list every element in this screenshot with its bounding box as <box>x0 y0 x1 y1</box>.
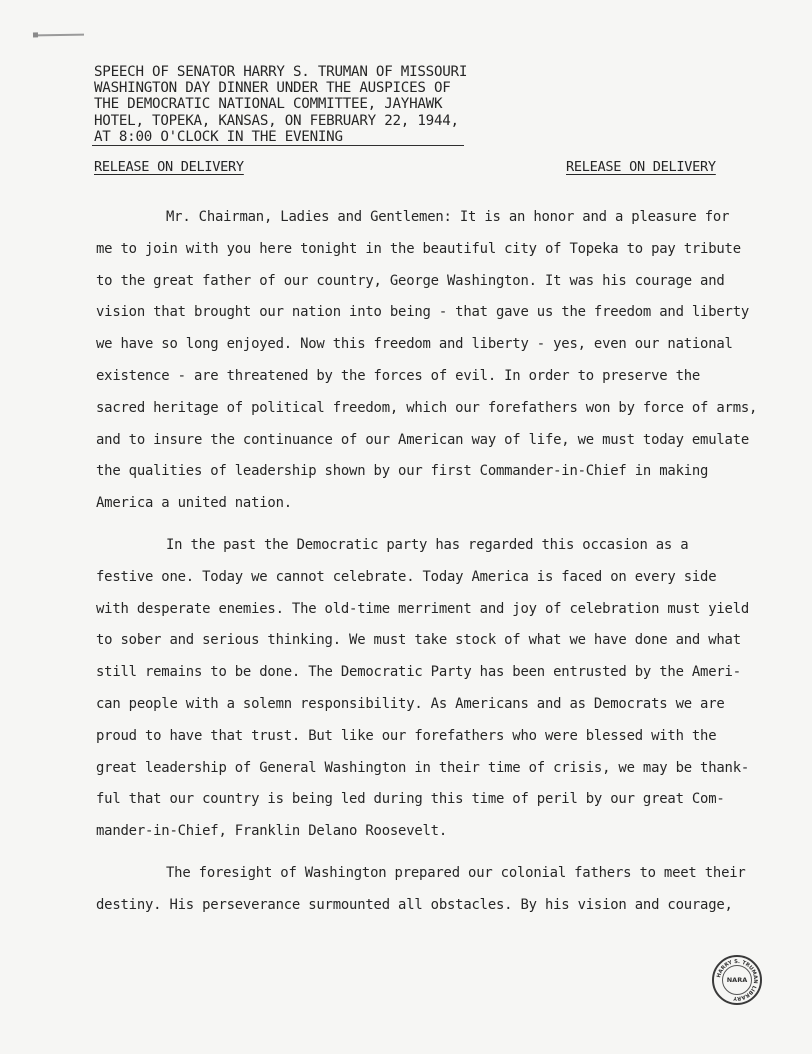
text-line: vision that brought our nation into being - that gave us the freedom and liberty <box>96 304 750 321</box>
corner-pencil-mark <box>36 34 84 37</box>
text-line: with desperate enemies. The old-time merriment and joy of celebration must yield <box>96 600 750 617</box>
text-line: me to join with you here tonight in the beautiful city of Topeka to pay tribute <box>96 240 741 257</box>
text-line: to the great father of our country, George Washington. It was his courage and <box>96 272 725 289</box>
heading-line: THE DEMOCRATIC NATIONAL COMMITTEE, JAYHAWK <box>94 96 443 113</box>
stamp-center <box>722 965 752 995</box>
release-on-delivery-left: RELEASE ON DELIVERY <box>94 159 244 175</box>
text-line: festive one. Today we cannot celebrate. Today America is faced on every side <box>96 568 717 585</box>
speech-body <box>96 202 758 922</box>
text-line: existence - are threatened by the forces of evil. In order to preserve the <box>96 367 701 384</box>
stamp-center-text: NARA <box>726 976 748 984</box>
text-line: In the past the Democratic party has regarded this occasion as a <box>166 536 689 553</box>
text-line: and to insure the continuance of our American way of life, we must today emulate <box>96 431 750 448</box>
speech-heading <box>94 64 494 145</box>
text-line: ful that our country is being led during this time of peril by our great Com- <box>96 791 725 808</box>
text-line: Mr. Chairman, Ladies and Gentlemen: It is an honor and a pleasure for <box>166 209 730 225</box>
text-line: to sober and serious thinking. We must take stock of what we have done and what <box>96 632 741 649</box>
text-line: can people with a solemn responsibility. As Americans and as Democrats we are <box>96 695 725 712</box>
text-line: still remains to be done. The Democratic Party has been entrusted by the Ameri- <box>96 664 741 681</box>
text-line: America a united nation. <box>96 495 292 512</box>
heading-line: WASHINGTON DAY DINNER UNDER THE AUSPICES OF <box>94 80 451 97</box>
heading-underline <box>92 145 464 146</box>
paragraph-gap <box>96 848 746 858</box>
heading-line: SPEECH OF SENATOR HARRY S. TRUMAN OF MISSOURI <box>94 64 468 80</box>
truman-library-stamp <box>712 955 762 1005</box>
text-line: we have so long enjoyed. Now this freedom and liberty - yes, even our national <box>96 336 733 353</box>
paragraph-gap <box>96 520 746 530</box>
text-line: The foresight of Washington prepared our colonial fathers to meet their <box>166 864 746 881</box>
release-on-delivery-right: RELEASE ON DELIVERY <box>566 159 716 175</box>
heading-line: AT 8:00 O'CLOCK IN THE EVENING <box>94 128 343 145</box>
heading-line: HOTEL, TOPEKA, KANSAS, ON FEBRUARY 22, 1944, <box>94 112 459 129</box>
stamp-ring-text: HARRY S. TRUMAN LIBRARY <box>716 958 759 1002</box>
text-line: sacred heritage of political freedom, which our forefathers won by force of arms, <box>96 399 758 416</box>
text-line: great leadership of General Washington in their time of crisis, we may be thank- <box>96 759 750 776</box>
text-line: the qualities of leadership shown by our first Commander-in-Chief in making <box>96 463 709 480</box>
text-line: proud to have that trust. But like our forefathers who were blessed with the <box>96 727 717 744</box>
text-line: destiny. His perseverance surmounted all obstacles. By his vision and courage, <box>96 896 733 913</box>
text-line: mander-in-Chief, Franklin Delano Roosevelt. <box>96 823 448 840</box>
